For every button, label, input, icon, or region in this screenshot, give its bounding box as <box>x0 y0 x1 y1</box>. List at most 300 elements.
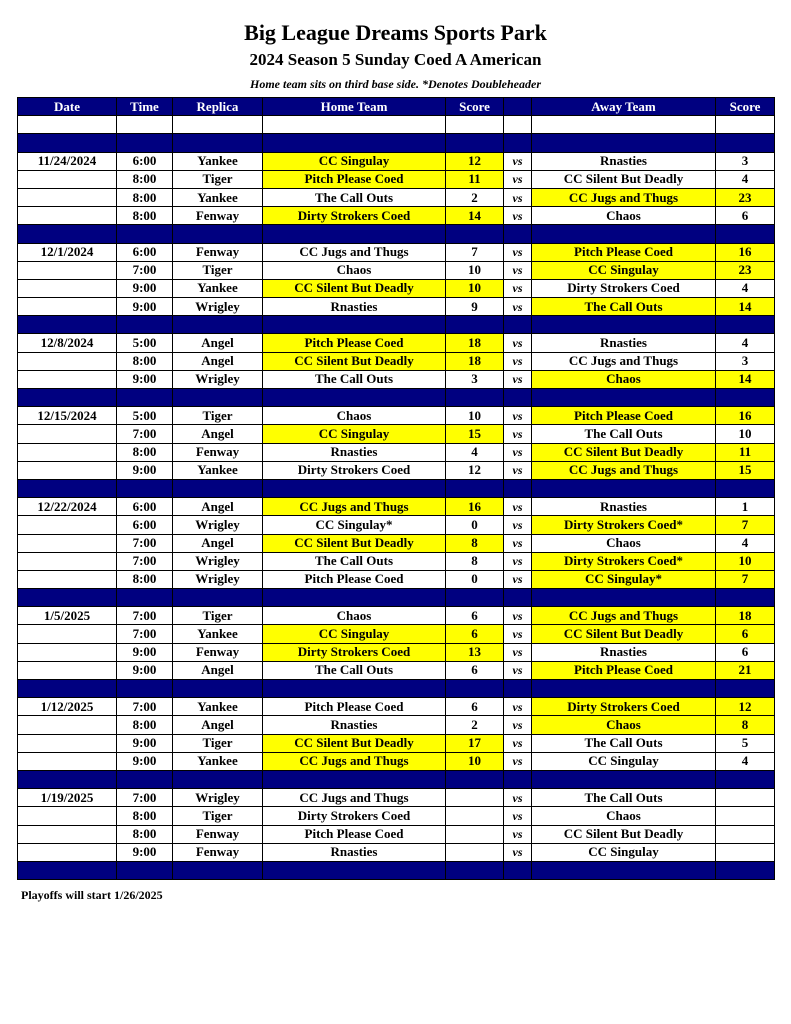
home-score-cell <box>446 825 504 843</box>
date-cell <box>18 461 117 479</box>
time-cell: 8:00 <box>117 188 173 206</box>
date-cell <box>18 825 117 843</box>
away-team-cell: Chaos <box>532 807 716 825</box>
week-separator <box>18 770 775 788</box>
home-team-cell: Dirty Strokers Coed <box>263 643 446 661</box>
away-team-cell: The Call Outs <box>532 734 716 752</box>
empty-cell <box>716 116 775 134</box>
date-cell <box>18 279 117 297</box>
separator-cell <box>446 770 504 788</box>
vs-cell: vs <box>504 570 532 588</box>
time-cell: 9:00 <box>117 298 173 316</box>
time-cell: 7:00 <box>117 625 173 643</box>
separator-cell <box>446 479 504 497</box>
separator-cell <box>18 479 117 497</box>
separator-cell <box>532 134 716 152</box>
away-team-cell: Chaos <box>532 207 716 225</box>
away-score-cell: 1 <box>716 498 775 516</box>
replica-cell: Angel <box>173 498 263 516</box>
home-team-cell: Pitch Please Coed <box>263 825 446 843</box>
game-row <box>18 716 775 734</box>
separator-cell <box>117 316 173 334</box>
separator-cell <box>504 134 532 152</box>
home-score-cell: 14 <box>446 207 504 225</box>
game-row <box>18 207 775 225</box>
time-cell: 6:00 <box>117 516 173 534</box>
away-team-cell: CC Singulay <box>532 843 716 861</box>
away-team-cell: The Call Outs <box>532 425 716 443</box>
replica-cell: Fenway <box>173 825 263 843</box>
home-team-cell: Pitch Please Coed <box>263 570 446 588</box>
home-team-cell: The Call Outs <box>263 188 446 206</box>
vs-cell: vs <box>504 607 532 625</box>
home-team-cell: Pitch Please Coed <box>263 334 446 352</box>
replica-cell: Tiger <box>173 407 263 425</box>
replica-cell: Tiger <box>173 261 263 279</box>
separator-cell <box>173 589 263 607</box>
empty-cell <box>504 116 532 134</box>
col-away-score-header: Score <box>716 98 775 116</box>
away-score-cell: 4 <box>716 534 775 552</box>
away-score-cell: 11 <box>716 443 775 461</box>
separator-cell <box>446 589 504 607</box>
away-team-cell: Rnasties <box>532 643 716 661</box>
away-team-cell: Chaos <box>532 370 716 388</box>
game-row <box>18 461 775 479</box>
time-cell: 8:00 <box>117 570 173 588</box>
home-team-cell: Dirty Strokers Coed <box>263 461 446 479</box>
vs-cell: vs <box>504 461 532 479</box>
home-score-cell: 3 <box>446 370 504 388</box>
game-row <box>18 625 775 643</box>
away-team-cell: CC Singulay <box>532 752 716 770</box>
time-cell: 7:00 <box>117 425 173 443</box>
empty-cell <box>263 116 446 134</box>
date-cell: 1/12/2025 <box>18 698 117 716</box>
date-cell: 12/8/2024 <box>18 334 117 352</box>
home-team-cell: CC Jugs and Thugs <box>263 243 446 261</box>
game-row <box>18 807 775 825</box>
away-team-cell: Rnasties <box>532 334 716 352</box>
home-score-cell: 17 <box>446 734 504 752</box>
time-cell: 8:00 <box>117 825 173 843</box>
week-separator <box>18 389 775 407</box>
replica-cell: Wrigley <box>173 298 263 316</box>
game-row <box>18 552 775 570</box>
away-team-cell: Pitch Please Coed <box>532 661 716 679</box>
separator-cell <box>263 479 446 497</box>
home-score-cell: 12 <box>446 152 504 170</box>
home-team-cell: Dirty Strokers Coed <box>263 807 446 825</box>
away-score-cell <box>716 789 775 807</box>
away-score-cell: 23 <box>716 188 775 206</box>
separator-cell <box>263 680 446 698</box>
home-score-cell: 6 <box>446 625 504 643</box>
replica-cell: Tiger <box>173 734 263 752</box>
vs-cell: vs <box>504 661 532 679</box>
page-subtitle: 2024 Season 5 Sunday Coed A American <box>249 50 542 69</box>
home-team-cell: Chaos <box>263 261 446 279</box>
replica-cell: Tiger <box>173 607 263 625</box>
separator-cell <box>716 770 775 788</box>
date-cell: 1/19/2025 <box>18 789 117 807</box>
vs-cell: vs <box>504 425 532 443</box>
home-team-cell: Chaos <box>263 407 446 425</box>
empty-cell <box>446 116 504 134</box>
empty-cell <box>18 116 117 134</box>
separator-cell <box>263 316 446 334</box>
home-score-cell: 6 <box>446 698 504 716</box>
vs-cell: vs <box>504 789 532 807</box>
date-cell <box>18 643 117 661</box>
col-time-header: Time <box>117 98 173 116</box>
separator-cell <box>716 225 775 243</box>
game-row <box>18 279 775 297</box>
home-team-cell: CC Jugs and Thugs <box>263 789 446 807</box>
away-score-cell <box>716 825 775 843</box>
home-team-cell: Pitch Please Coed <box>263 170 446 188</box>
vs-cell: vs <box>504 807 532 825</box>
replica-cell: Yankee <box>173 698 263 716</box>
vs-cell: vs <box>504 516 532 534</box>
time-cell: 6:00 <box>117 243 173 261</box>
separator-cell <box>117 680 173 698</box>
away-score-cell: 15 <box>716 461 775 479</box>
away-team-cell: CC Silent But Deadly <box>532 170 716 188</box>
separator-cell <box>117 861 173 879</box>
separator-cell <box>446 861 504 879</box>
game-row <box>18 843 775 861</box>
game-row <box>18 752 775 770</box>
separator-cell <box>117 389 173 407</box>
empty-cell <box>117 116 173 134</box>
game-row <box>18 570 775 588</box>
home-score-cell: 10 <box>446 407 504 425</box>
game-row <box>18 734 775 752</box>
separator-cell <box>263 389 446 407</box>
week-separator <box>18 589 775 607</box>
away-team-cell: Dirty Strokers Coed <box>532 279 716 297</box>
replica-cell: Angel <box>173 661 263 679</box>
away-score-cell: 6 <box>716 207 775 225</box>
replica-cell: Yankee <box>173 461 263 479</box>
time-cell: 9:00 <box>117 370 173 388</box>
date-cell <box>18 370 117 388</box>
time-cell: 9:00 <box>117 843 173 861</box>
replica-cell: Angel <box>173 334 263 352</box>
home-team-cell: CC Silent But Deadly <box>263 352 446 370</box>
away-score-cell: 16 <box>716 243 775 261</box>
replica-cell: Fenway <box>173 243 263 261</box>
time-cell: 8:00 <box>117 352 173 370</box>
game-row <box>18 425 775 443</box>
separator-cell <box>263 770 446 788</box>
vs-cell: vs <box>504 261 532 279</box>
separator-cell <box>504 861 532 879</box>
home-score-cell: 10 <box>446 279 504 297</box>
separator-cell <box>532 680 716 698</box>
time-cell: 7:00 <box>117 698 173 716</box>
time-cell: 8:00 <box>117 170 173 188</box>
replica-cell: Angel <box>173 425 263 443</box>
time-cell: 5:00 <box>117 334 173 352</box>
game-row <box>18 370 775 388</box>
away-score-cell: 14 <box>716 370 775 388</box>
game-row <box>18 661 775 679</box>
vs-cell: vs <box>504 207 532 225</box>
game-row <box>18 498 775 516</box>
date-cell <box>18 625 117 643</box>
time-cell: 9:00 <box>117 643 173 661</box>
schedule-body <box>18 116 775 880</box>
date-cell: 1/5/2025 <box>18 607 117 625</box>
separator-cell <box>263 589 446 607</box>
away-team-cell: Chaos <box>532 534 716 552</box>
date-cell <box>18 425 117 443</box>
week-separator <box>18 134 775 152</box>
date-cell <box>18 261 117 279</box>
date-cell: 11/24/2024 <box>18 152 117 170</box>
separator-cell <box>173 389 263 407</box>
vs-cell: vs <box>504 552 532 570</box>
vs-cell: vs <box>504 698 532 716</box>
separator-cell <box>532 389 716 407</box>
time-cell: 9:00 <box>117 279 173 297</box>
home-score-cell: 15 <box>446 425 504 443</box>
schedule-note: Home team sits on third base side. *Denotes Doubleheader <box>250 77 541 91</box>
home-score-cell: 18 <box>446 352 504 370</box>
vs-cell: vs <box>504 334 532 352</box>
vs-cell: vs <box>504 152 532 170</box>
home-team-cell: CC Singulay <box>263 425 446 443</box>
date-cell <box>18 188 117 206</box>
home-score-cell: 11 <box>446 170 504 188</box>
away-team-cell: CC Silent But Deadly <box>532 825 716 843</box>
time-cell: 7:00 <box>117 607 173 625</box>
replica-cell: Yankee <box>173 188 263 206</box>
replica-cell: Wrigley <box>173 516 263 534</box>
away-score-cell: 18 <box>716 607 775 625</box>
game-row <box>18 789 775 807</box>
away-score-cell: 7 <box>716 570 775 588</box>
separator-cell <box>532 770 716 788</box>
home-score-cell: 9 <box>446 298 504 316</box>
schedule-table <box>17 97 775 880</box>
page-title: Big League Dreams Sports Park <box>244 20 547 45</box>
game-row <box>18 188 775 206</box>
week-separator <box>18 680 775 698</box>
away-team-cell: CC Silent But Deadly <box>532 625 716 643</box>
col-date-header: Date <box>18 98 117 116</box>
vs-cell: vs <box>504 170 532 188</box>
game-row <box>18 443 775 461</box>
home-score-cell: 2 <box>446 716 504 734</box>
home-team-cell: Rnasties <box>263 298 446 316</box>
game-row <box>18 607 775 625</box>
game-row <box>18 534 775 552</box>
vs-cell: vs <box>504 534 532 552</box>
separator-cell <box>446 134 504 152</box>
separator-cell <box>173 134 263 152</box>
separator-cell <box>716 389 775 407</box>
home-team-cell: Pitch Please Coed <box>263 698 446 716</box>
game-row <box>18 407 775 425</box>
home-team-cell: CC Silent But Deadly <box>263 534 446 552</box>
separator-cell <box>173 861 263 879</box>
home-team-cell: CC Singulay* <box>263 516 446 534</box>
home-score-cell: 16 <box>446 498 504 516</box>
replica-cell: Yankee <box>173 152 263 170</box>
away-team-cell: CC Jugs and Thugs <box>532 461 716 479</box>
time-cell: 7:00 <box>117 534 173 552</box>
replica-cell: Yankee <box>173 752 263 770</box>
replica-cell: Wrigley <box>173 570 263 588</box>
blank-row <box>18 116 775 134</box>
home-team-cell: CC Singulay <box>263 152 446 170</box>
home-score-cell <box>446 843 504 861</box>
separator-cell <box>173 770 263 788</box>
home-score-cell: 10 <box>446 752 504 770</box>
separator-cell <box>117 134 173 152</box>
home-score-cell: 0 <box>446 516 504 534</box>
away-team-cell: Pitch Please Coed <box>532 407 716 425</box>
week-separator <box>18 479 775 497</box>
away-score-cell: 10 <box>716 552 775 570</box>
game-row <box>18 352 775 370</box>
vs-cell: vs <box>504 188 532 206</box>
away-team-cell: CC Jugs and Thugs <box>532 188 716 206</box>
time-cell: 6:00 <box>117 152 173 170</box>
game-row <box>18 825 775 843</box>
time-cell: 9:00 <box>117 461 173 479</box>
separator-cell <box>446 225 504 243</box>
date-cell <box>18 207 117 225</box>
replica-cell: Angel <box>173 534 263 552</box>
date-cell: 12/15/2024 <box>18 407 117 425</box>
home-score-cell: 6 <box>446 607 504 625</box>
separator-cell <box>532 479 716 497</box>
home-score-cell: 12 <box>446 461 504 479</box>
vs-cell: vs <box>504 298 532 316</box>
separator-cell <box>446 389 504 407</box>
schedule-header <box>18 98 775 116</box>
replica-cell: Wrigley <box>173 789 263 807</box>
date-cell <box>18 716 117 734</box>
away-team-cell: Rnasties <box>532 152 716 170</box>
vs-cell: vs <box>504 752 532 770</box>
away-team-cell: CC Singulay* <box>532 570 716 588</box>
date-cell <box>18 170 117 188</box>
game-row <box>18 643 775 661</box>
col-vs-header <box>504 98 532 116</box>
separator-cell <box>504 389 532 407</box>
home-team-cell: Dirty Strokers Coed <box>263 207 446 225</box>
separator-cell <box>532 861 716 879</box>
separator-cell <box>18 680 117 698</box>
home-score-cell: 8 <box>446 534 504 552</box>
home-team-cell: The Call Outs <box>263 661 446 679</box>
away-team-cell: CC Jugs and Thugs <box>532 352 716 370</box>
date-cell <box>18 534 117 552</box>
replica-cell: Fenway <box>173 207 263 225</box>
date-cell <box>18 352 117 370</box>
time-cell: 8:00 <box>117 807 173 825</box>
away-score-cell: 12 <box>716 698 775 716</box>
time-cell: 6:00 <box>117 498 173 516</box>
time-cell: 7:00 <box>117 789 173 807</box>
date-cell <box>18 807 117 825</box>
separator-cell <box>504 770 532 788</box>
home-score-cell: 13 <box>446 643 504 661</box>
vs-cell: vs <box>504 625 532 643</box>
separator-cell <box>263 861 446 879</box>
home-team-cell: Rnasties <box>263 443 446 461</box>
home-team-cell: CC Jugs and Thugs <box>263 752 446 770</box>
separator-cell <box>716 680 775 698</box>
home-team-cell: Rnasties <box>263 843 446 861</box>
date-cell <box>18 298 117 316</box>
away-score-cell: 3 <box>716 152 775 170</box>
time-cell: 9:00 <box>117 752 173 770</box>
separator-cell <box>18 134 117 152</box>
home-score-cell: 0 <box>446 570 504 588</box>
home-score-cell <box>446 807 504 825</box>
away-score-cell: 4 <box>716 334 775 352</box>
week-separator <box>18 316 775 334</box>
separator-cell <box>532 316 716 334</box>
away-score-cell: 4 <box>716 752 775 770</box>
game-row <box>18 516 775 534</box>
vs-cell: vs <box>504 407 532 425</box>
home-score-cell: 4 <box>446 443 504 461</box>
separator-cell <box>263 225 446 243</box>
separator-cell <box>716 861 775 879</box>
vs-cell: vs <box>504 643 532 661</box>
home-score-cell: 18 <box>446 334 504 352</box>
header-row <box>18 98 775 116</box>
time-cell: 7:00 <box>117 261 173 279</box>
replica-cell: Tiger <box>173 807 263 825</box>
time-cell: 5:00 <box>117 407 173 425</box>
away-score-cell: 7 <box>716 516 775 534</box>
away-score-cell: 3 <box>716 352 775 370</box>
date-cell <box>18 734 117 752</box>
date-cell <box>18 443 117 461</box>
away-score-cell: 16 <box>716 407 775 425</box>
date-cell <box>18 516 117 534</box>
col-home-score-header: Score <box>446 98 504 116</box>
home-score-cell: 2 <box>446 188 504 206</box>
date-cell <box>18 552 117 570</box>
time-cell: 7:00 <box>117 552 173 570</box>
separator-cell <box>18 589 117 607</box>
separator-cell <box>716 134 775 152</box>
away-team-cell: Dirty Strokers Coed <box>532 698 716 716</box>
away-team-cell: Dirty Strokers Coed* <box>532 552 716 570</box>
separator-cell <box>117 479 173 497</box>
away-score-cell: 6 <box>716 625 775 643</box>
away-team-cell: Chaos <box>532 716 716 734</box>
game-row <box>18 298 775 316</box>
away-team-cell: CC Silent But Deadly <box>532 443 716 461</box>
away-score-cell: 5 <box>716 734 775 752</box>
col-away-team-header: Away Team <box>532 98 716 116</box>
separator-cell <box>504 589 532 607</box>
time-cell: 9:00 <box>117 734 173 752</box>
away-score-cell: 23 <box>716 261 775 279</box>
date-cell: 12/1/2024 <box>18 243 117 261</box>
home-team-cell: CC Silent But Deadly <box>263 734 446 752</box>
